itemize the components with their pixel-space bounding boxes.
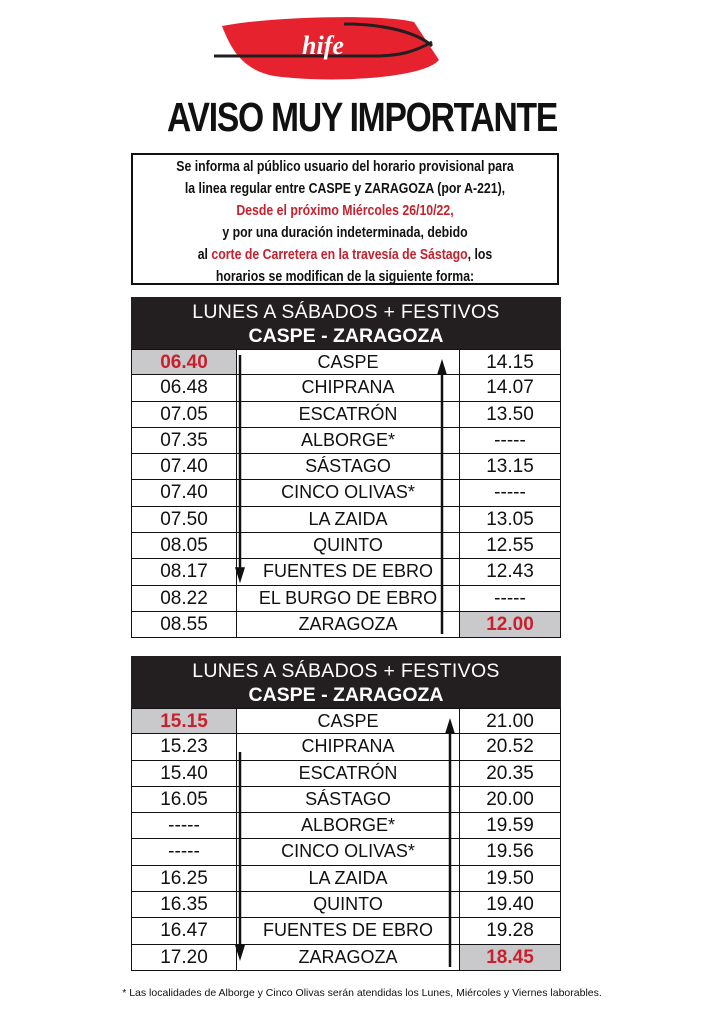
table-route: CASPE - ZARAGOZA — [248, 325, 444, 347]
stop-name: CASPE — [237, 350, 460, 374]
table-days: LUNES A SÁBADOS + FESTIVOS — [192, 660, 500, 682]
stop-name: CHIPRANA — [237, 375, 460, 400]
notice-line: horarios se modifican de la siguiente forma: — [215, 269, 475, 285]
stop-name: EL BURGO DE EBRO — [237, 586, 460, 611]
stop-name: CASPE — [237, 709, 460, 733]
stop-name: LA ZAIDA — [237, 866, 460, 891]
stop-name: SÁSTAGO — [237, 454, 460, 479]
stop-name: ESCATRÓN — [237, 761, 460, 786]
departure-time: 08.22 — [132, 586, 237, 611]
return-time: 13.15 — [486, 456, 534, 478]
departure-time: ----- — [132, 839, 237, 864]
departure-time: 06.40 — [132, 350, 237, 374]
table-row — [132, 559, 560, 585]
table-row — [132, 918, 560, 944]
return-time: 13.50 — [486, 403, 534, 425]
table-row — [132, 428, 560, 454]
departure-time: 16.35 — [132, 892, 237, 917]
departure-time: 07.40 — [132, 480, 237, 505]
departure-time: 06.48 — [132, 375, 237, 400]
departure-time: 16.47 — [132, 918, 237, 943]
table-row — [132, 533, 560, 559]
departure-time: 15.15 — [132, 709, 237, 733]
table-row — [132, 734, 560, 760]
notice-line: Se informa al público usuario del horario provisional para — [176, 159, 514, 175]
return-time: 12.00 — [460, 612, 560, 637]
departure-time: 15.23 — [132, 734, 237, 759]
departure-time: 08.55 — [132, 612, 237, 637]
stop-name: ESCATRÓN — [237, 402, 460, 427]
return-time: 18.45 — [460, 945, 560, 970]
table-row — [132, 892, 560, 918]
table-row — [132, 480, 560, 506]
notice-line: y por una duración indeterminada, debido — [222, 225, 468, 241]
notice-line: la linea regular entre CASPE y ZARAGOZA (por A-221), — [184, 181, 506, 197]
departure-time: 08.17 — [132, 559, 237, 584]
up-arrow-icon — [444, 718, 456, 967]
stop-name: ALBORGE* — [237, 428, 460, 453]
departure-time: 07.40 — [132, 454, 237, 479]
stop-name: CINCO OLIVAS* — [237, 480, 460, 505]
hife-logo — [214, 12, 446, 86]
table-body — [131, 708, 561, 971]
up-arrow-icon — [436, 359, 448, 634]
table-row — [132, 375, 560, 401]
return-time: 20.35 — [486, 762, 534, 784]
return-time: 12.55 — [486, 535, 534, 557]
departure-time: 16.25 — [132, 866, 237, 891]
departure-time: 07.50 — [132, 507, 237, 532]
stop-name: SÁSTAGO — [237, 787, 460, 812]
page-title: AVISO MUY IMPORTANTE — [166, 94, 558, 140]
stop-name: CINCO OLIVAS* — [237, 839, 460, 864]
departure-time: 08.05 — [132, 533, 237, 558]
return-time: 19.50 — [486, 867, 534, 889]
footnote: * Las localidades de Alborge y Cinco Olivas serán atendidas los Lunes, Miércoles y Viernes laborables. — [122, 987, 602, 999]
departure-time: ----- — [132, 813, 237, 838]
return-time: 12.43 — [486, 561, 534, 583]
return-time: 14.15 — [486, 352, 534, 373]
departure-time: 07.05 — [132, 402, 237, 427]
return-time: 19.56 — [486, 841, 534, 863]
table-body — [131, 349, 561, 638]
table-row — [132, 349, 560, 375]
departure-time: 16.05 — [132, 787, 237, 812]
table-row — [132, 866, 560, 892]
down-arrow-icon — [234, 752, 246, 961]
table-header — [131, 656, 561, 708]
stop-name: ZARAGOZA — [237, 612, 460, 637]
return-time: ----- — [494, 429, 526, 451]
table-header — [131, 297, 561, 349]
departure-time: 17.20 — [132, 945, 237, 970]
table-row — [132, 839, 560, 865]
departure-time: 07.35 — [132, 428, 237, 453]
notice-date: Desde el próximo Miércoles 26/10/22, — [236, 203, 454, 219]
departure-time: 15.40 — [132, 761, 237, 786]
timetable-morning — [131, 297, 561, 638]
return-time: 19.40 — [486, 894, 534, 916]
stop-name: QUINTO — [237, 533, 460, 558]
table-route: CASPE - ZARAGOZA — [248, 684, 444, 706]
table-row — [132, 708, 560, 734]
table-row — [132, 402, 560, 428]
stop-name: QUINTO — [237, 892, 460, 917]
return-time: 19.28 — [486, 920, 534, 942]
table-row — [132, 945, 560, 971]
stop-name: CHIPRANA — [237, 734, 460, 759]
return-time: 19.59 — [486, 815, 534, 837]
table-row — [132, 507, 560, 533]
return-time: ----- — [494, 482, 526, 504]
return-time: 13.05 — [486, 508, 534, 530]
table-row — [132, 761, 560, 787]
down-arrow-icon — [234, 355, 246, 583]
table-days: LUNES A SÁBADOS + FESTIVOS — [192, 301, 500, 323]
stop-name: ALBORGE* — [237, 813, 460, 838]
stop-name: FUENTES DE EBRO — [237, 559, 460, 584]
stop-name: ZARAGOZA — [237, 945, 460, 970]
stop-name: LA ZAIDA — [237, 507, 460, 532]
return-time: 14.07 — [486, 377, 534, 399]
timetable-afternoon — [131, 656, 561, 971]
notice-box — [131, 153, 559, 285]
notice-road-cut: corte de Carretera en la travesía de Sástago — [211, 247, 468, 263]
return-time: 21.00 — [486, 711, 534, 732]
logo-text: hife — [302, 31, 344, 60]
notice-line: al corte de Carretera en la travesía de Sástago, los — [197, 247, 493, 263]
return-time: 20.52 — [486, 736, 534, 758]
stop-name: FUENTES DE EBRO — [237, 918, 460, 943]
table-row — [132, 612, 560, 638]
table-row — [132, 787, 560, 813]
table-row — [132, 586, 560, 612]
table-row — [132, 813, 560, 839]
table-row — [132, 454, 560, 480]
return-time: 20.00 — [486, 788, 534, 810]
return-time: ----- — [494, 587, 526, 609]
